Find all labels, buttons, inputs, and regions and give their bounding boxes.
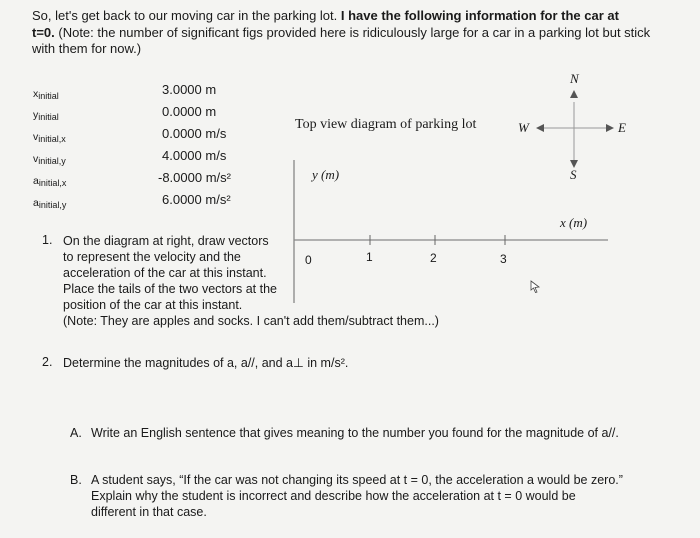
mouse-cursor-icon	[531, 281, 539, 293]
compass-west: W	[518, 120, 529, 135]
var-name: $a_{initial,y}$	[33, 197, 67, 210]
north-arrow-icon	[570, 90, 578, 98]
var-value: 6.0000 m/s²	[162, 192, 231, 207]
var-name: $y_{initial}$	[33, 109, 59, 122]
question-1-line: On the diagram at right, draw vectors	[63, 234, 269, 248]
question-2-number: 2.	[42, 355, 53, 369]
intro-bold: I have the following information for the car at	[340, 8, 619, 23]
part-b-line: A student says, “If the car was not changing its speed at t = 0, the acceleration a would be zero.”	[91, 473, 623, 487]
part-b-text	[91, 472, 691, 520]
var-name: $a_{initial,x}$	[33, 175, 67, 188]
tick-label: 2	[430, 251, 437, 265]
question-1-number: 1.	[42, 233, 53, 247]
part-a-text: Write an English sentence that gives meaning to the number you found for the magnitude of a//.	[91, 426, 619, 440]
var-name: $v_{initial,x}$	[33, 131, 66, 144]
intro-note: (Note: the number of significant figs provided here is ridiculously large for a car in a parking lot but stick with them for now.)	[32, 24, 651, 56]
tick-label: 3	[500, 252, 507, 266]
x-axis-label: x (m)	[560, 215, 588, 230]
compass-east: E	[618, 120, 626, 135]
var-value: -8.0000 m/s²	[158, 170, 231, 185]
question-1-text	[63, 233, 483, 329]
question-1-line: (Note: They are apples and socks. I can't add them/subtract them...)	[63, 314, 439, 328]
compass-south: S	[570, 167, 577, 182]
var-value: 0.0000 m/s	[162, 126, 227, 141]
part-a-letter: A.	[70, 426, 82, 440]
question-1-line: Place the tails of the two vectors at the	[63, 282, 278, 296]
y-axis-label: y (m)	[312, 167, 340, 182]
question-2-text: Determine the magnitudes of a, a//, and a⊥ in m/s².	[63, 356, 349, 370]
var-name: $x_{initial}$	[33, 88, 59, 101]
var-name: $v_{initial,y}$	[33, 153, 66, 166]
part-b-line: different in that case.	[91, 505, 207, 519]
tick-label: 0	[305, 253, 312, 267]
tick-label: 1	[366, 250, 373, 264]
var-value: 3.0000 m	[162, 82, 217, 97]
var-value: 4.0000 m/s	[162, 148, 227, 163]
var-value: 0.0000 m	[162, 104, 217, 119]
west-arrow-icon	[536, 124, 544, 132]
part-b-letter: B.	[70, 473, 82, 487]
diagram-title: Top view diagram of parking lot	[295, 117, 477, 132]
compass-north: N	[570, 71, 579, 86]
intro-text: So, let's get back to our moving car in the parking lot.	[32, 8, 341, 23]
question-1-line: acceleration of the car at this instant.	[63, 266, 267, 280]
question-1-line: position of the car at this instant.	[63, 298, 243, 312]
part-b-line: Explain why the student is incorrect and describe how the acceleration at t = 0 would be	[91, 489, 576, 503]
question-1-line: to represent the velocity and the	[63, 250, 241, 264]
east-arrow-icon	[606, 124, 614, 132]
intro-bold-time: t=0.	[32, 24, 55, 40]
